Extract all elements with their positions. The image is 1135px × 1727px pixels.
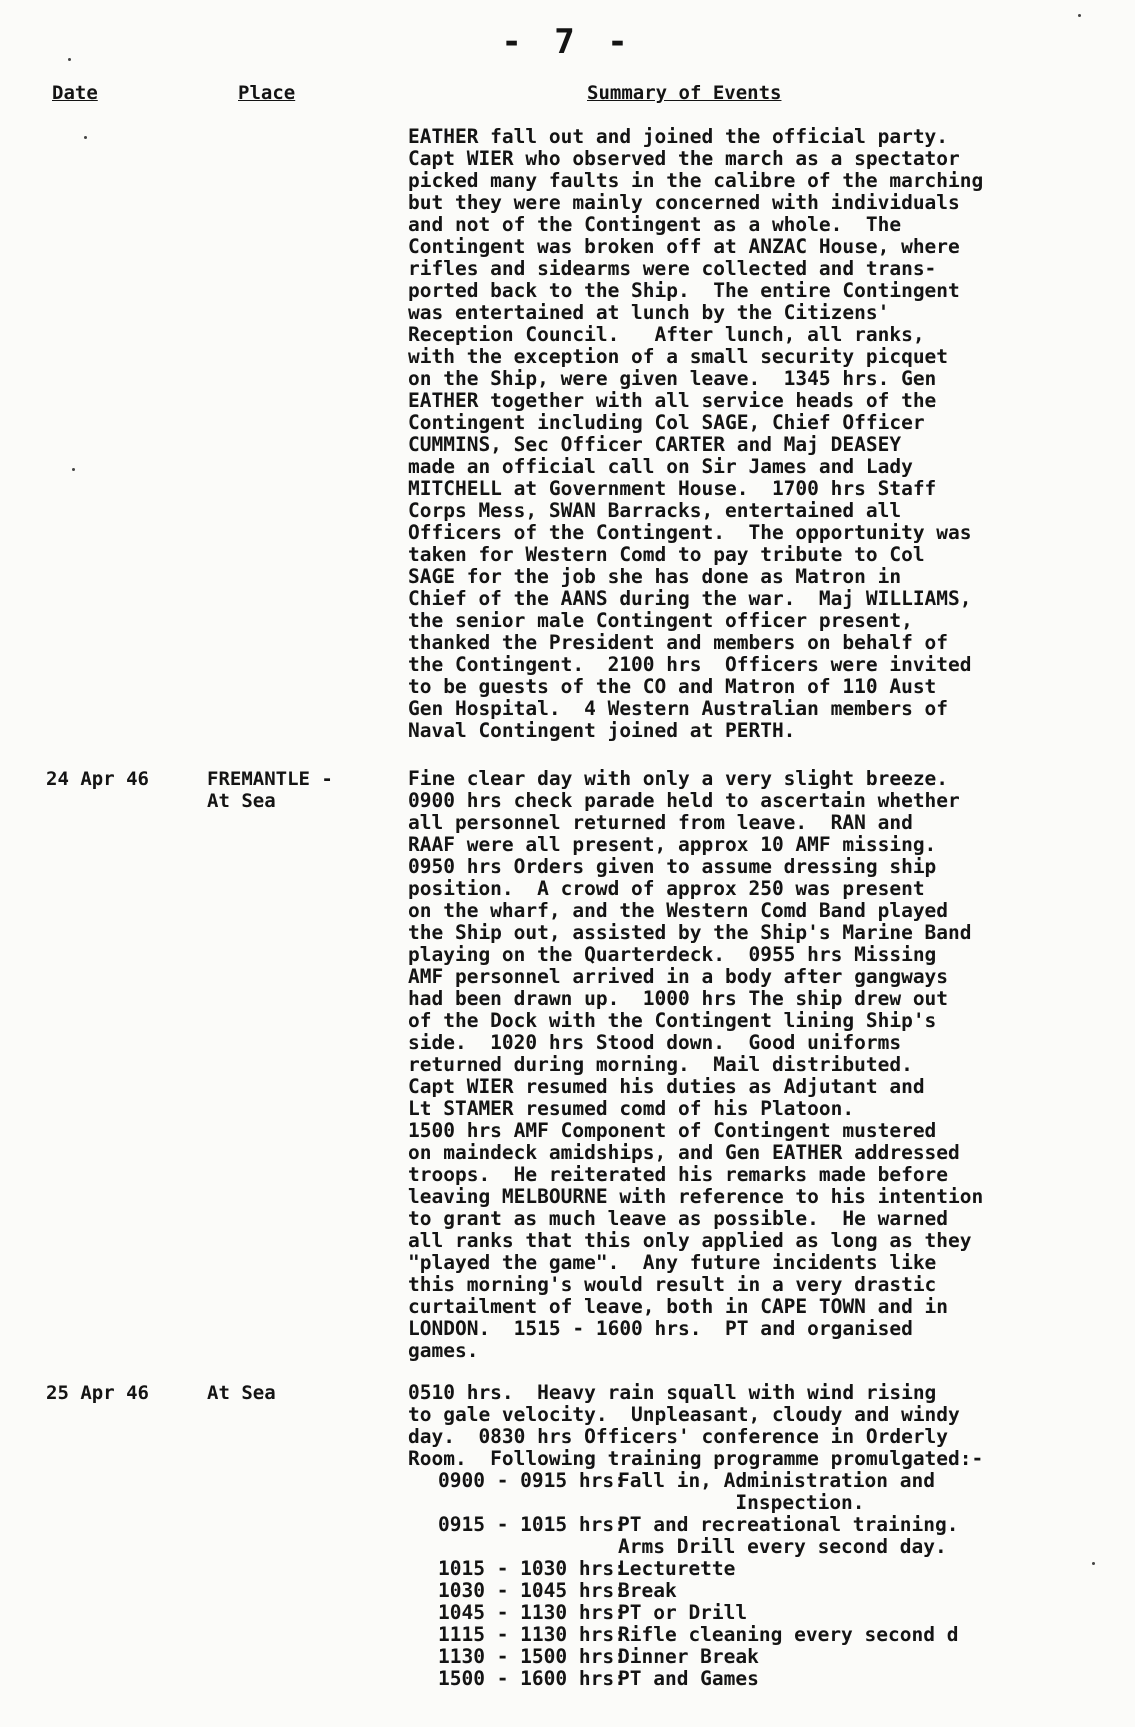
entry-line: to be guests of the CO and Matron of 110 Aust <box>408 675 937 698</box>
entry-line: CUMMINS, Sec Officer CARTER and Maj DEASEY <box>408 433 902 456</box>
entry-line: was entertained at lunch by the Citizens' <box>408 301 890 324</box>
entry-line: this morning's would result in a very drastic <box>408 1273 937 1296</box>
entry-place: At Sea <box>207 1382 276 1404</box>
entry-date: 24 Apr 46 <box>46 768 149 790</box>
entry-text <box>408 768 1098 1362</box>
entry-line: Chief of the AANS during the war. Maj WILLIAMS, <box>408 587 972 610</box>
entry-line: Contingent was broken off at ANZAC House, where <box>408 235 960 258</box>
schedule-time: 1045 - 1130 hrs: <box>438 1601 626 1624</box>
entry-line: Fine clear day with only a very slight breeze. <box>408 767 949 790</box>
schedule-time: 1030 - 1045 hrs: <box>438 1579 626 1602</box>
header-date: Date <box>52 82 98 104</box>
entry-text <box>408 126 1098 742</box>
schedule-row <box>438 1646 1128 1668</box>
schedule-time: 1130 - 1500 hrs: <box>438 1645 626 1668</box>
scan-speck <box>1092 1562 1095 1565</box>
header-place: Place <box>238 82 296 104</box>
schedule-row <box>438 1668 1128 1690</box>
schedule-activity: Lecturette <box>618 1557 736 1580</box>
schedule-row <box>438 1580 1128 1602</box>
entry-line: to grant as much leave as possible. He warned <box>408 1207 949 1230</box>
entry-line: made an official call on Sir James and Lady <box>408 455 913 478</box>
entry-line: Contingent including Col SAGE, Chief Officer <box>408 411 925 434</box>
schedule-activity: Dinner Break <box>618 1645 759 1668</box>
schedule-row <box>438 1624 1128 1646</box>
entry-line: on maindeck amidships, and Gen EATHER addressed <box>408 1141 960 1164</box>
entry-line: taken for Western Comd to pay tribute to Col <box>408 543 925 566</box>
entry-text <box>408 1382 1098 1470</box>
schedule-activity: Break <box>618 1579 677 1602</box>
entry-line: Gen Hospital. 4 Western Australian members of <box>408 697 949 720</box>
entry-line: the Contingent. 2100 hrs Officers were invited <box>408 653 972 676</box>
schedule-activity: PT and recreational training. Arms Drill every second day. <box>618 1513 959 1558</box>
entry-line: Corps Mess, SWAN Barracks, entertained all <box>408 499 902 522</box>
entry-line: thanked the President and members on behalf of <box>408 631 949 654</box>
schedule-row <box>438 1602 1128 1624</box>
entry-line: and not of the Contingent as a whole. The <box>408 213 902 236</box>
schedule-activity: PT or Drill <box>618 1601 748 1624</box>
entry-line: 0900 hrs check parade held to ascertain whether <box>408 789 960 812</box>
entry-line: day. 0830 hrs Officers' conference in Orderly <box>408 1425 949 1448</box>
entry-line: LONDON. 1515 - 1600 hrs. PT and organised <box>408 1317 913 1340</box>
entry-line: leaving MELBOURNE with reference to his intention <box>408 1185 984 1208</box>
entry-line: rifles and sidearms were collected and trans- <box>408 257 937 280</box>
scan-speck <box>68 58 71 61</box>
entry-line: "played the game". Any future incidents like <box>408 1251 937 1274</box>
entry-line: Capt WIER who observed the march as a spectator <box>408 147 960 170</box>
entry-line: all personnel returned from leave. RAN and <box>408 811 913 834</box>
entry-line: Room. Following training programme promulgated:- <box>408 1447 984 1470</box>
entry-line: troops. He reiterated his remarks made before <box>408 1163 949 1186</box>
entry-line: curtailment of leave, both in CAPE TOWN and in <box>408 1295 949 1318</box>
scan-speck <box>1078 14 1081 17</box>
schedule-time: 0900 - 0915 hrs: <box>438 1469 626 1492</box>
entry-line: picked many faults in the calibre of the marching <box>408 169 984 192</box>
entry-line: side. 1020 hrs Stood down. Good uniforms <box>408 1031 902 1054</box>
training-schedule <box>438 1470 1128 1690</box>
entry-line: AMF personnel arrived in a body after gangways <box>408 965 949 988</box>
entry-line: EATHER fall out and joined the official party. <box>408 125 949 148</box>
entry-line: but they were mainly concerned with individuals <box>408 191 960 214</box>
schedule-time: 1015 - 1030 hrs: <box>438 1557 626 1580</box>
entry-line: on the Ship, were given leave. 1345 hrs. Gen <box>408 367 937 390</box>
entry-line: all ranks that this only applied as long as they <box>408 1229 972 1252</box>
entry-line: returned during morning. Mail distributed. <box>408 1053 913 1076</box>
entry-line: position. A crowd of approx 250 was present <box>408 877 925 900</box>
entry-line: 1500 hrs AMF Component of Contingent mustered <box>408 1119 937 1142</box>
entry-line: on the wharf, and the Western Comd Band played <box>408 899 949 922</box>
entry-line: games. <box>408 1339 479 1362</box>
entry-line: had been drawn up. 1000 hrs The ship drew out <box>408 987 949 1010</box>
entry-line: playing on the Quarterdeck. 0955 hrs Missing <box>408 943 937 966</box>
schedule-row <box>438 1470 1128 1514</box>
entry-line: Naval Contingent joined at PERTH. <box>408 719 796 742</box>
entry-line: SAGE for the job she has done as Matron in <box>408 565 902 588</box>
schedule-activity: Rifle cleaning every second d <box>618 1623 959 1646</box>
schedule-activity: PT and Games <box>618 1667 759 1690</box>
entry-line: Lt STAMER resumed comd of his Platoon. <box>408 1097 855 1120</box>
entry-line: to gale velocity. Unpleasant, cloudy and windy <box>408 1403 960 1426</box>
schedule-time: 0915 - 1015 hrs: <box>438 1513 626 1536</box>
entry-date: 25 Apr 46 <box>46 1382 149 1404</box>
entry-line: Officers of the Contingent. The opportunity was <box>408 521 972 544</box>
entry-line: the Ship out, assisted by the Ship's Marine Band <box>408 921 972 944</box>
entry-line: EATHER together with all service heads of the <box>408 389 937 412</box>
schedule-row <box>438 1514 1128 1558</box>
header-summary: Summary of Events <box>587 82 782 104</box>
scan-speck <box>72 468 75 471</box>
entry-line: MITCHELL at Government House. 1700 hrs Staff <box>408 477 937 500</box>
entry-line: 0510 hrs. Heavy rain squall with wind rising <box>408 1381 937 1404</box>
entry-place: FREMANTLE - At Sea <box>207 768 333 812</box>
entry-line: Capt WIER resumed his duties as Adjutant and <box>408 1075 925 1098</box>
entry-line: 0950 hrs Orders given to assume dressing ship <box>408 855 937 878</box>
scan-speck <box>84 136 87 139</box>
entry-line: RAAF were all present, approx 10 AMF missing. <box>408 833 937 856</box>
schedule-row <box>438 1558 1128 1580</box>
entry-line: with the exception of a small security picquet <box>408 345 949 368</box>
schedule-activity: Fall in, Administration and Inspection. <box>618 1469 935 1514</box>
entry-line: the senior male Contingent officer present, <box>408 609 913 632</box>
schedule-time: 1500 - 1600 hrs: <box>438 1667 626 1690</box>
schedule-time: 1115 - 1130 hrs: <box>438 1623 626 1646</box>
entry-line: Reception Council. After lunch, all ranks, <box>408 323 925 346</box>
page-number: - 7 - <box>501 22 634 62</box>
entry-line: ported back to the Ship. The entire Contingent <box>408 279 960 302</box>
entry-line: of the Dock with the Contingent lining Ship's <box>408 1009 937 1032</box>
